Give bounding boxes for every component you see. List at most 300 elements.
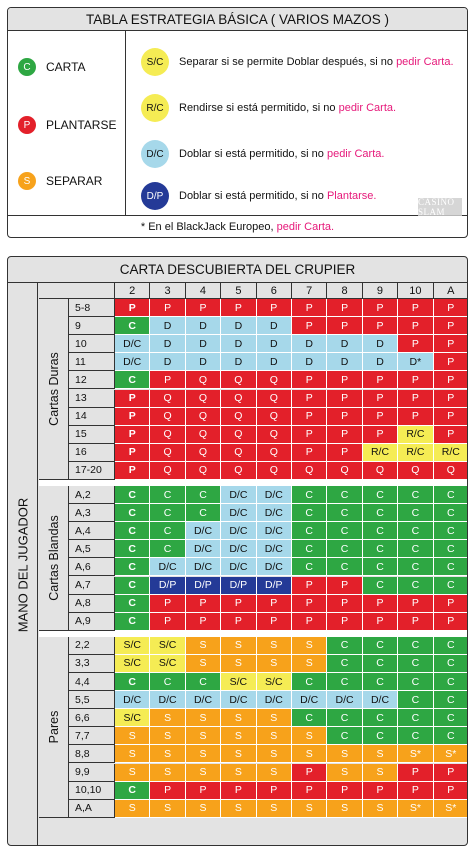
strategy-cell: S [292,727,327,745]
strategy-cell: P [434,595,468,613]
legend-item-sc [141,48,454,76]
strategy-cell: P [327,317,362,335]
strategy-cell: D/C [221,504,256,522]
strategy-cell: Q [186,408,221,426]
strategy-cell: D/P [186,577,221,595]
player-hand-label: 4,4 [69,673,115,691]
strategy-cell: C [292,709,327,727]
strategy-cell: P [327,613,362,631]
strategy-cell: P [292,408,327,426]
strategy-cell: P [434,613,468,631]
legend-item-dp [141,182,376,210]
strategy-cell: R/C [398,426,433,444]
section-label [39,637,69,818]
strategy-cell: C [398,522,433,540]
strategy-cell: P [434,299,468,317]
strategy-cell: P [398,299,433,317]
strategy-cell: C [398,486,433,504]
player-hand-label: 9,9 [69,764,115,782]
strategy-cell: C [363,558,398,576]
strategy-cell: P [257,613,292,631]
strategy-cell: Q [186,371,221,389]
strategy-cell: Q [257,408,292,426]
strategy-cell: S [292,745,327,763]
legend-desc-highlight: pedir Carta. [396,56,454,68]
strategy-cell: C [150,486,185,504]
player-hand-label: 5-8 [69,299,115,317]
strategy-cell: P [292,577,327,595]
strategy-cell: S [257,800,292,818]
strategy-cell: C [115,540,150,558]
legend-title: TABLA ESTRATEGIA BÁSICA ( VARIOS MAZOS ) [8,8,467,31]
strategy-cell: S [115,764,150,782]
strategy-cell: P [434,317,468,335]
strategy-cell: P [327,595,362,613]
strategy-cell: Q [434,462,468,480]
strategy-cell: S [115,745,150,763]
legend-body [8,31,467,216]
strategy-cell: P [257,595,292,613]
strategy-cell: P [363,408,398,426]
strategy-cell: P [327,371,362,389]
strategy-cell: C [292,486,327,504]
strategy-cell: D/C [257,486,292,504]
strategy-cell: C [398,637,433,655]
player-hand-label: A,7 [69,577,115,595]
strategy-cell: P [292,613,327,631]
strategy-cell: D [150,317,185,335]
strategy-cell: D [327,335,362,353]
strategy-cell: C [363,727,398,745]
strategy-cell: C [115,558,150,576]
legend-label: CARTA [46,60,86,74]
strategy-cell: C [115,486,150,504]
strategy-cell: C [292,558,327,576]
strategy-cell: P [327,444,362,462]
footnote-highlight: pedir Carta. [276,221,335,233]
strategy-cell: P [434,371,468,389]
player-hand-label: A,2 [69,486,115,504]
legend-conditional-actions [127,31,468,216]
strategy-cell: Q [221,426,256,444]
legend-item-rc [141,94,396,122]
strategy-cell: D/C [186,691,221,709]
strategy-cell: C [398,504,433,522]
strategy-cell: C [292,522,327,540]
strategy-cell: S [150,709,185,727]
strategy-cell: P [115,426,150,444]
dc-dot-icon: D/C [141,140,169,168]
strategy-cell: P [363,782,398,800]
strategy-cell: C [363,637,398,655]
strategy-cell: S [257,727,292,745]
strategy-cell: D [150,353,185,371]
strategy-cell: S/C [257,673,292,691]
player-hand-label: 11 [69,353,115,371]
player-hand-label: 3,3 [69,655,115,673]
strategy-cell: D/C [186,540,221,558]
strategy-cell: D [186,317,221,335]
strategy-cell: D/C [292,691,327,709]
strategy-cell: S [186,727,221,745]
strategy-cell: Q [327,462,362,480]
strategy-cell: P [115,462,150,480]
strategy-cell: C [292,504,327,522]
strategy-cell: P [363,317,398,335]
legend-item-dc [141,140,384,168]
strategy-cell: C [327,673,362,691]
strategy-cell: S [150,800,185,818]
strategy-cell: P [186,782,221,800]
player-hand-label: 10,10 [69,782,115,800]
strategy-cell: C [115,504,150,522]
strategy-cell: D/C [221,540,256,558]
strategy-cell: D/P [150,577,185,595]
player-hand-label: 2,2 [69,637,115,655]
dealer-card-header: 9 [363,283,398,299]
strategy-cell: S [186,709,221,727]
strategy-cell: P [292,782,327,800]
strategy-cell: P [327,408,362,426]
player-hand-label: 13 [69,390,115,408]
strategy-cell: Q [186,444,221,462]
strategy-cell: P [434,764,468,782]
strategy-cell: Q [398,462,433,480]
strategy-cell: Q [150,390,185,408]
legend-footnote [8,216,467,238]
strategy-cell: D/C [363,691,398,709]
player-hand-label: A,8 [69,595,115,613]
strategy-cell: D/C [186,558,221,576]
strategy-cell: D [257,353,292,371]
strategy-cell: R/C [363,444,398,462]
strategy-cell: S/C [150,637,185,655]
strategy-cell: C [327,486,362,504]
strategy-cell: Q [221,408,256,426]
strategy-cell: P [292,426,327,444]
strategy-cell: S [257,709,292,727]
strategy-cell: S [363,745,398,763]
player-hand-label-text: MANO DEL JUGADOR [15,497,30,633]
strategy-cell: C [363,709,398,727]
legend-label: SEPARAR [46,174,103,188]
strategy-cell: Q [150,408,185,426]
strategy-cell: P [292,390,327,408]
dealer-card-header: 7 [292,283,327,299]
dealer-card-header: 8 [327,283,362,299]
strategy-cell: C [327,655,362,673]
strategy-cell: S [257,655,292,673]
player-hand-label: A,3 [69,504,115,522]
strategy-cell: P [221,595,256,613]
strategy-cell: D [150,335,185,353]
plantarse-dot-icon: P [18,116,36,134]
strategy-cell: C [363,577,398,595]
strategy-cell: Q [221,390,256,408]
strategy-cell: P [434,408,468,426]
strategy-cell: S [363,800,398,818]
strategy-cell: S [363,764,398,782]
strategy-cell: S [221,655,256,673]
strategy-cell: Q [221,444,256,462]
strategy-cell: S [221,727,256,745]
legend-desc-highlight: pedir Carta. [338,102,397,114]
casino-slam-logo: CASINO SLAM [418,198,462,216]
strategy-cell: D [257,317,292,335]
strategy-cell: S* [398,745,433,763]
strategy-cell: C [398,709,433,727]
strategy-cell: C [398,727,433,745]
strategy-cell: Q [150,444,185,462]
strategy-cell: Q [257,462,292,480]
strategy-cell: D/C [221,558,256,576]
strategy-cell: D/C [221,691,256,709]
player-hand-label: A,5 [69,540,115,558]
strategy-cell: P [115,444,150,462]
strategy-cell: S/C [221,673,256,691]
strategy-cell: C [434,673,468,691]
strategy-cell: S [257,637,292,655]
strategy-cell: Q [257,390,292,408]
strategy-cell: C [398,691,433,709]
strategy-cell: P [363,426,398,444]
strategy-cell: C [434,486,468,504]
strategy-cell: D/P [257,577,292,595]
strategy-cell: C [327,540,362,558]
strategy-cell: P [292,299,327,317]
strategy-cell: S [115,800,150,818]
legend-desc: Separar si se permite Doblar después, si no [179,56,397,68]
strategy-cell: C [150,504,185,522]
dealer-card-header: A [434,283,468,299]
strategy-cell: C [434,558,468,576]
legend-desc-highlight: Plantarse. [326,190,377,202]
strategy-cell: S [186,655,221,673]
strategy-cell: Q [150,462,185,480]
section-label-text: Pares [46,710,61,744]
strategy-cell: P [398,782,433,800]
player-hand-label: 6,6 [69,709,115,727]
strategy-cell: C [434,504,468,522]
strategy-cell: S [257,745,292,763]
strategy-cell: C [186,504,221,522]
strategy-cell: D [221,335,256,353]
strategy-cell: C [363,540,398,558]
strategy-cell: S [221,709,256,727]
rc-dot-icon: R/C [141,94,169,122]
strategy-cell: D/C [257,504,292,522]
strategy-cell: P [150,595,185,613]
strategy-cell: D/C [115,353,150,371]
strategy-cell: C [398,673,433,691]
strategy-cell: S [221,637,256,655]
strategy-cell: S [327,800,362,818]
strategy-cell: D/C [257,691,292,709]
strategy-cell: C [327,709,362,727]
strategy-cell: C [292,673,327,691]
strategy-cell: P [398,595,433,613]
strategy-cell: D [292,335,327,353]
strategy-cell: P [115,299,150,317]
dealer-card-header: 6 [257,283,292,299]
strategy-cell: C [398,655,433,673]
strategy-cell: S* [434,800,468,818]
strategy-cell: C [115,371,150,389]
strategy-cell: P [115,408,150,426]
legend-item-plantarse [18,116,116,134]
strategy-cell: Q [257,371,292,389]
player-hand-label: 16 [69,444,115,462]
strategy-cell: S/C [115,655,150,673]
strategy-cell: D [257,335,292,353]
strategy-cell: P [292,764,327,782]
dp-dot-icon: D/P [141,182,169,210]
strategy-cell: P [363,371,398,389]
strategy-cell: C [292,540,327,558]
strategy-cell: C [186,486,221,504]
strategy-cell: P [186,299,221,317]
player-hand-label [8,283,38,846]
strategy-cell: S [292,637,327,655]
strategy-cell: P [292,595,327,613]
strategy-cell: P [434,782,468,800]
strategy-cell: D/C [115,691,150,709]
legend-basic-actions [8,31,126,216]
strategy-cell: S [115,727,150,745]
dealer-card-header: 10 [398,283,433,299]
strategy-cell: C [115,673,150,691]
strategy-cell: D/C [186,522,221,540]
strategy-cell: S/C [115,709,150,727]
strategy-cell: C [363,673,398,691]
strategy-cell: D/C [257,540,292,558]
player-hand-label: 14 [69,408,115,426]
strategy-cell: P [363,613,398,631]
strategy-cell: C [363,522,398,540]
strategy-cell: P [257,299,292,317]
strategy-cell: P [398,335,433,353]
strategy-cell: P [398,408,433,426]
strategy-cell: Q [257,426,292,444]
section-label [39,486,69,631]
strategy-cell: Q [186,462,221,480]
player-hand-label: 9 [69,317,115,335]
strategy-cell: P [434,353,468,371]
player-hand-label: 10 [69,335,115,353]
strategy-cell: C [150,673,185,691]
strategy-cell: D [186,335,221,353]
header-spacer [39,283,115,299]
section-label-text: Cartas Blandas [46,515,61,601]
strategy-cell: C [115,782,150,800]
strategy-cell: R/C [434,444,468,462]
legend-panel [7,7,468,238]
strategy-cell: Q [221,462,256,480]
strategy-cell: S [327,745,362,763]
strategy-cell: S [150,727,185,745]
strategy-cell: C [327,727,362,745]
strategy-cell: C [327,504,362,522]
strategy-cell: S [186,745,221,763]
strategy-cell: P [257,782,292,800]
strategy-cell: C [363,504,398,522]
strategy-cell: P [327,577,362,595]
strategy-cell: P [398,613,433,631]
strategy-cell: P [150,613,185,631]
strategy-cell: S [186,637,221,655]
dealer-card-header: 4 [186,283,221,299]
dealer-card-header: 3 [150,283,185,299]
strategy-cell: D [327,353,362,371]
strategy-cell: C [327,637,362,655]
strategy-cell: S [221,745,256,763]
table-title: CARTA DESCUBIERTA DEL CRUPIER [8,257,467,283]
strategy-cell: D* [398,353,433,371]
strategy-cell: S* [398,800,433,818]
strategy-cell: P [363,299,398,317]
player-hand-label: A,4 [69,522,115,540]
player-hand-label: 17-20 [69,462,115,480]
strategy-cell: C [434,709,468,727]
strategy-cell: D [221,353,256,371]
strategy-cell: P [221,299,256,317]
strategy-cell: C [150,540,185,558]
section-label-text: Cartas Duras [46,352,61,426]
strategy-cell: P [434,426,468,444]
strategy-cell: C [434,637,468,655]
strategy-cell: P [150,299,185,317]
strategy-cell: S [292,655,327,673]
strategy-cell: P [327,390,362,408]
strategy-cell: S [150,764,185,782]
strategy-cell: S [257,764,292,782]
strategy-cell: D [363,353,398,371]
strategy-cell: C [115,522,150,540]
section-label [39,299,69,480]
strategy-cell: P [363,595,398,613]
strategy-cell: C [434,691,468,709]
strategy-cell: C [398,558,433,576]
strategy-cell: Q [186,426,221,444]
strategy-cell: C [363,655,398,673]
strategy-cell: S [327,764,362,782]
strategy-cell: C [434,540,468,558]
strategy-cell: Q [150,426,185,444]
strategy-cell: P [327,782,362,800]
strategy-cell: C [434,522,468,540]
legend-item-carta [18,58,86,76]
sc-dot-icon: S/C [141,48,169,76]
legend-item-separar [18,172,102,190]
strategy-cell: Q [363,462,398,480]
strategy-cell: S [150,745,185,763]
strategy-cell: S [221,764,256,782]
strategy-cell: C [115,317,150,335]
strategy-cell: S [186,764,221,782]
strategy-cell: P [434,390,468,408]
strategy-cell: P [363,390,398,408]
player-hand-label: A,6 [69,558,115,576]
strategy-cell: R/C [398,444,433,462]
strategy-cell: C [434,727,468,745]
player-hand-label: 5,5 [69,691,115,709]
legend-desc: Doblar si está permitido, si no [179,190,327,202]
strategy-cell: P [221,613,256,631]
strategy-cell: P [327,299,362,317]
strategy-cell: P [186,595,221,613]
dealer-card-header: 2 [115,283,150,299]
strategy-cell: S [221,800,256,818]
